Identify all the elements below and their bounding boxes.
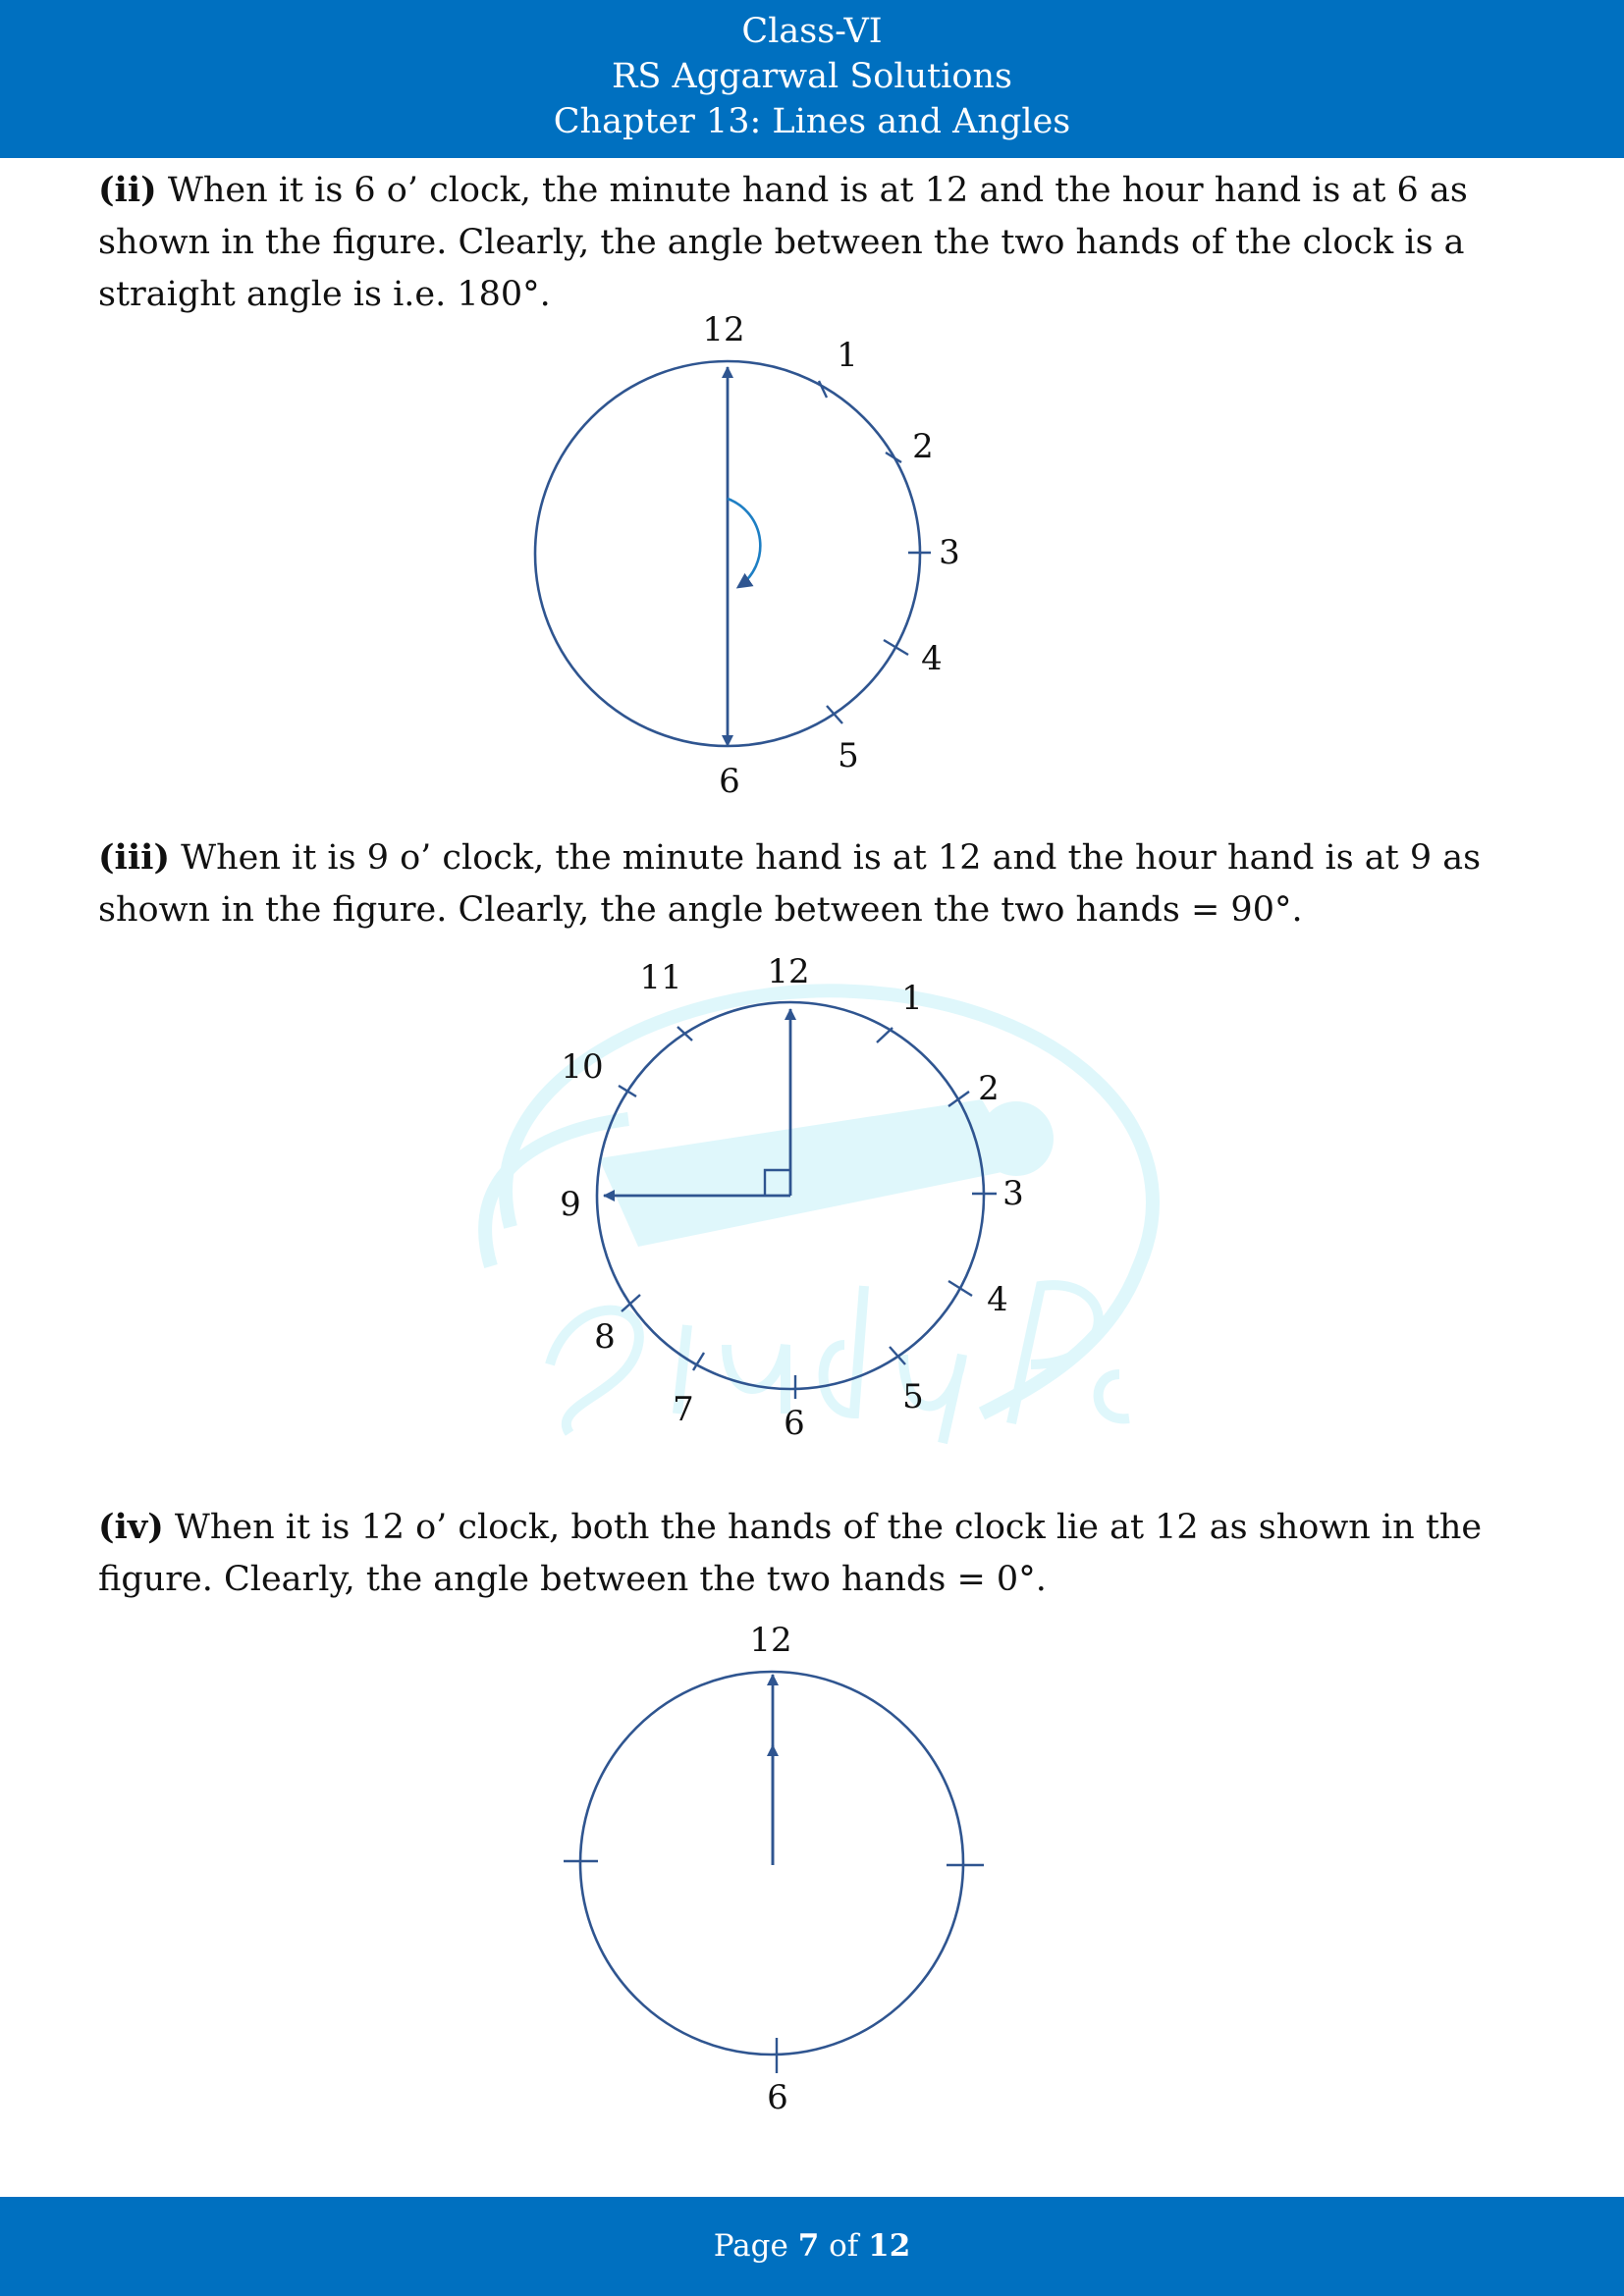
- section-iii-body: When it is 9 o’ clock, the minute hand is at 12 and the hour hand is at 9 as shown in the figure. Clearly, the angle between the two hands = 90°.: [98, 838, 1482, 930]
- tick-5: [890, 1347, 905, 1364]
- label-5: 5: [838, 736, 859, 775]
- section-iii-label: (iii): [98, 837, 171, 878]
- section-ii-text: [98, 164, 1532, 321]
- right-angle-mark: [765, 1170, 790, 1196]
- label-11: 11: [639, 958, 682, 997]
- label-6: 6: [719, 762, 740, 801]
- label-10: 10: [561, 1047, 604, 1087]
- label-6: 6: [784, 1404, 805, 1443]
- label-12: 12: [749, 1621, 792, 1660]
- clock-nine-figure: [550, 942, 1060, 1453]
- clock-six-figure: [511, 304, 1021, 815]
- label-3: 3: [939, 533, 960, 572]
- section-iv-text: [98, 1501, 1532, 1606]
- tick-4: [884, 640, 908, 655]
- tick-8: [622, 1295, 640, 1311]
- label-8: 8: [594, 1317, 616, 1357]
- label-9: 9: [560, 1185, 581, 1224]
- footer-of: of: [819, 2228, 869, 2264]
- label-1: 1: [901, 979, 923, 1018]
- section-ii-body: When it is 6 o’ clock, the minute hand is at 12 and the hour hand is at 6 as shown in the figure. Clearly, the angle between the two hands of the clock is a straight angle is i.e. 180°.: [98, 171, 1468, 314]
- label-1: 1: [837, 336, 858, 375]
- label-4: 4: [921, 639, 943, 678]
- straight-angle-arc: [728, 499, 760, 587]
- tick-4: [948, 1281, 972, 1296]
- section-ii-label: (ii): [98, 170, 157, 210]
- section-iv-body: When it is 12 o’ clock, both the hands of the clock lie at 12 as shown in the figure. Clearly, the angle between the two hands = 0°.: [98, 1508, 1483, 1599]
- clock-twelve-figure: [550, 1610, 1001, 2120]
- label-5: 5: [902, 1377, 924, 1416]
- label-12: 12: [702, 310, 745, 349]
- label-12: 12: [767, 952, 810, 991]
- page-footer: [0, 2197, 1624, 2296]
- page-header: [0, 0, 1624, 158]
- footer-total-pages: 12: [868, 2228, 911, 2264]
- section-iv-label: (iv): [98, 1507, 164, 1547]
- footer-current-page: 7: [797, 2228, 820, 2264]
- label-3: 3: [1002, 1174, 1024, 1213]
- section-iii-text: [98, 831, 1532, 936]
- label-2: 2: [978, 1069, 1000, 1108]
- label-7: 7: [673, 1390, 694, 1429]
- tick-10: [619, 1086, 636, 1096]
- tick-1: [877, 1028, 893, 1042]
- tick-2: [948, 1092, 969, 1106]
- header-class: Class-VI: [741, 12, 883, 51]
- footer-prefix: Page: [713, 2228, 798, 2264]
- label-2: 2: [912, 427, 934, 466]
- header-book: RS Aggarwal Solutions: [612, 57, 1012, 96]
- label-6: 6: [767, 2078, 788, 2117]
- header-chapter: Chapter 13: Lines and Angles: [553, 102, 1071, 141]
- label-4: 4: [987, 1280, 1008, 1319]
